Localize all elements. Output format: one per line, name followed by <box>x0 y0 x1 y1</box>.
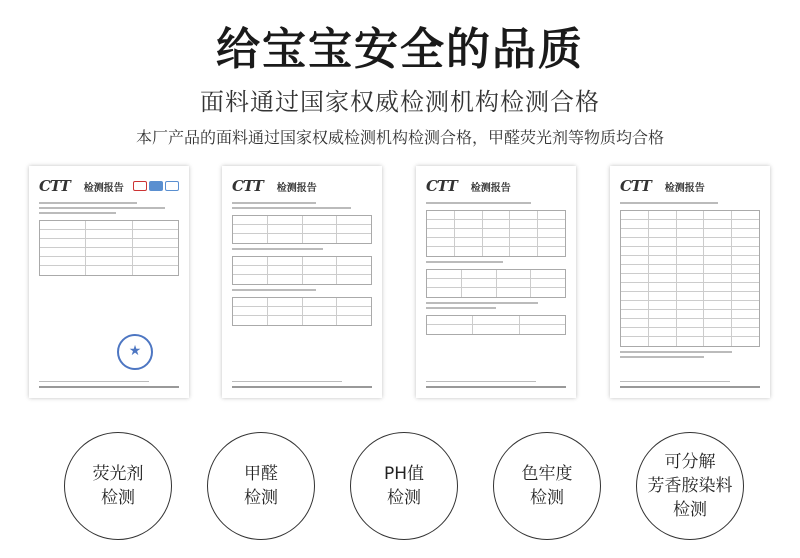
ilac-mark-icon <box>149 181 163 191</box>
report-title: 检测报告 <box>83 182 124 194</box>
report-image-2[interactable] <box>222 166 382 398</box>
report-title: 检测报告 <box>664 182 705 194</box>
ctt-logo: CTT <box>426 177 457 195</box>
ma-mark-icon <box>133 181 147 191</box>
official-seal-icon <box>117 334 153 370</box>
ctt-logo: CTT <box>232 177 263 195</box>
report-table <box>426 210 566 257</box>
report-header <box>426 174 566 198</box>
report-text-lines <box>426 202 566 204</box>
cnas-mark-icon <box>165 181 179 191</box>
report-header <box>39 174 179 198</box>
report-image-4[interactable] <box>610 166 770 398</box>
report-gallery <box>0 166 800 406</box>
report-image-3[interactable] <box>416 166 576 398</box>
certification-marks <box>133 181 179 191</box>
test-badge-azo-dyes: 可分解 芳香胺染料 检测 <box>636 432 744 540</box>
report-text-lines <box>232 202 372 209</box>
report-table <box>232 215 372 244</box>
report-header <box>232 174 372 198</box>
report-title: 检测报告 <box>276 182 317 194</box>
ctt-logo: CTT <box>620 177 651 195</box>
report-table <box>39 220 179 276</box>
test-badge-ph: PH值 检测 <box>350 432 458 540</box>
page-title: 给宝宝安全的品质 <box>216 24 584 75</box>
report-table <box>426 269 566 298</box>
test-badge-formaldehyde: 甲醛 检测 <box>207 432 315 540</box>
page-subtitle: 面料通过国家权威检测机构检测合格 <box>200 88 600 116</box>
page-description: 本厂产品的面料通过国家权威检测机构检测合格，甲醛荧光剂等物质均合格 <box>135 128 664 147</box>
report-text-lines <box>39 202 179 214</box>
test-badge-fluorescent: 荧光剂 检测 <box>64 432 172 540</box>
report-table <box>232 297 372 326</box>
report-text-lines <box>620 202 760 204</box>
report-table <box>620 210 760 347</box>
report-image-1[interactable] <box>29 166 189 398</box>
ctt-logo: CTT <box>39 177 70 195</box>
test-categories <box>0 432 800 542</box>
report-title: 检测报告 <box>470 182 511 194</box>
report-table <box>426 315 566 335</box>
test-badge-colorfastness: 色牢度 检测 <box>493 432 601 540</box>
report-header <box>620 174 760 198</box>
report-table <box>232 256 372 285</box>
